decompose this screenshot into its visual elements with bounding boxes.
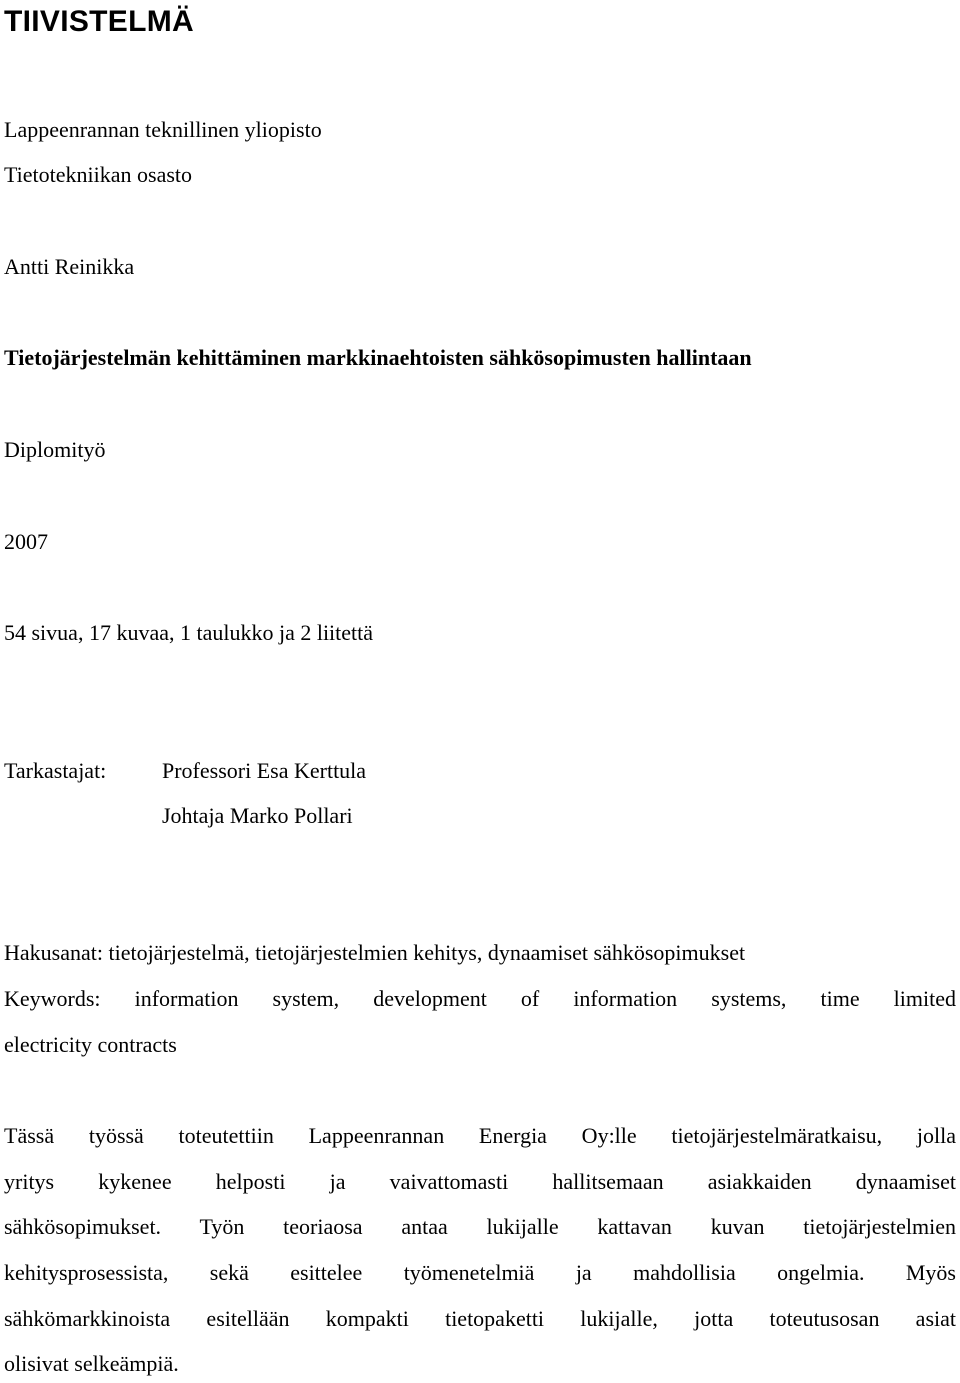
author-name: Antti Reinikka xyxy=(4,254,135,279)
reviewer-name: Professori Esa Kerttula xyxy=(162,758,367,783)
abstract-line: sähkömarkkinoista esitellään kompakti tietopaketti lukijalle, jotta toteutusosan asiat xyxy=(4,1306,956,1331)
thesis-type: Diplomityö xyxy=(4,437,106,462)
abstract-line: kehitysprosessista, sekä esittelee työmenetelmiä ja mahdollisia ongelmia. Myös xyxy=(4,1260,956,1285)
reviewers-label: Tarkastajat: xyxy=(4,758,107,783)
abstract-line: Tässä työssä toteutettiin Lappeenrannan Energia Oy:lle tietojärjestelmäratkaisu, jolla xyxy=(4,1123,956,1148)
thesis-year: 2007 xyxy=(4,529,48,554)
page-heading: TIIVISTELMÄ xyxy=(4,5,194,38)
keywords-english-line: electricity contracts xyxy=(4,1032,177,1057)
university-name: Lappeenrannan teknillinen yliopisto xyxy=(4,117,322,142)
keywords-english-line: Keywords: information system, development of information systems, time limited xyxy=(4,986,956,1011)
abstract-line: yritys kykenee helposti ja vaivattomasti hallitsemaan asiakkaiden dynaamiset xyxy=(4,1169,956,1194)
keywords-finnish: Hakusanat: tietojärjestelmä, tietojärjestelmien kehitys, dynaamiset sähkösopimukset xyxy=(4,940,746,965)
abstract-line: olisivat selkeämpiä. xyxy=(4,1351,179,1376)
reviewer-name: Johtaja Marko Pollari xyxy=(162,803,353,828)
abstract-line: sähkösopimukset. Työn teoriaosa antaa lukijalle kattavan kuvan tietojärjestelmien xyxy=(4,1214,956,1239)
thesis-title: Tietojärjestelmän kehittäminen markkinaehtoisten sähkösopimusten hallintaan xyxy=(4,345,752,370)
page-info: 54 sivua, 17 kuvaa, 1 taulukko ja 2 liitettä xyxy=(4,620,374,645)
department-name: Tietotekniikan osasto xyxy=(4,162,193,187)
